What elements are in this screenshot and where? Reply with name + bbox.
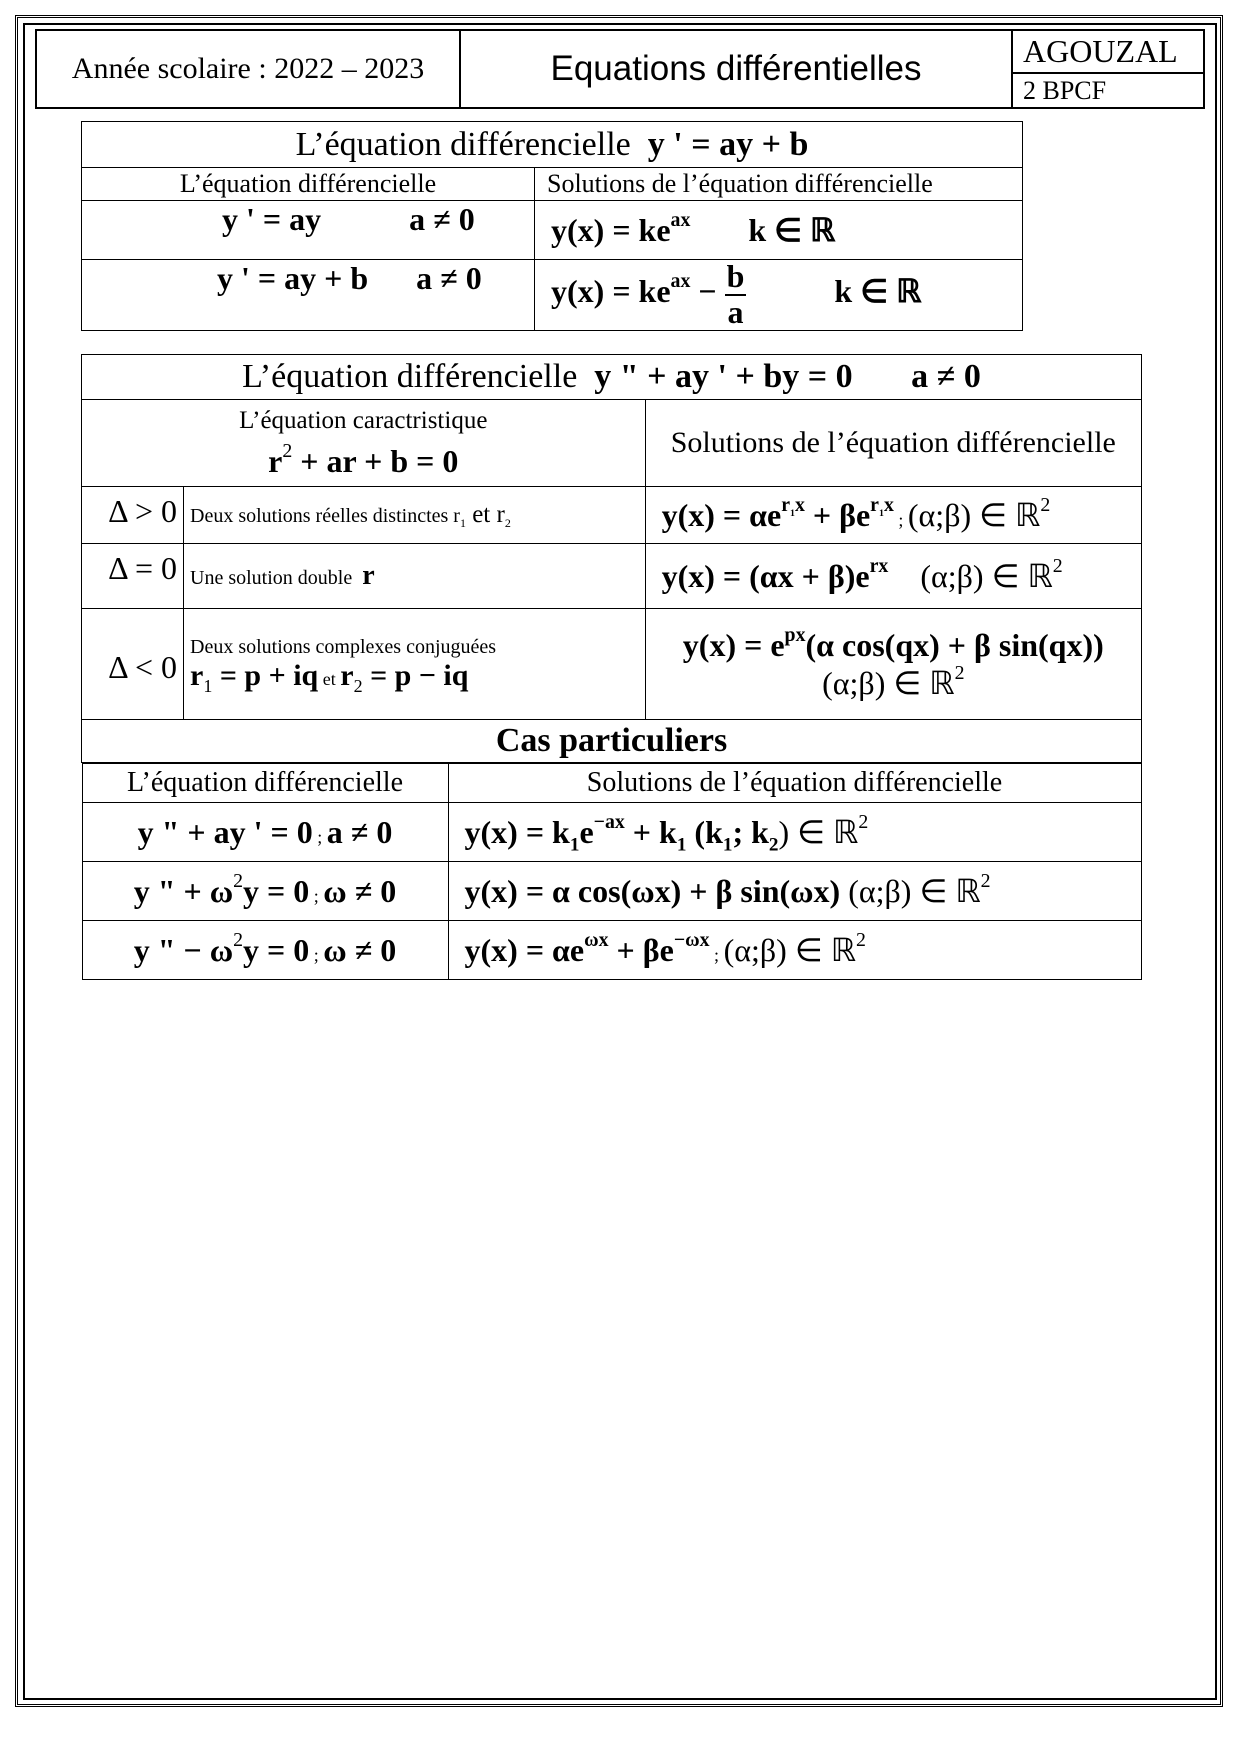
first-order-table [81,121,1023,331]
solution-mid: + βe [804,497,871,533]
table-row [82,921,1141,980]
solution: y(x) = αe [661,497,782,533]
solution-mid: + βe [608,932,674,968]
case-solution [645,487,1141,544]
case-description [184,544,646,609]
delta-condition: Δ > 0 [82,487,184,544]
exponent: ax [670,270,691,293]
column-header-equation: L’équation différencielle [82,764,448,803]
fraction [725,260,747,329]
characteristic-label: L’équation caractristique [239,406,488,434]
equation: y ' = ay [222,201,322,237]
equation: y ' = ay + b [217,260,369,296]
constant: + k [624,814,677,850]
table-row [82,201,1023,260]
author-name: AGOUZAL [1012,30,1204,73]
solution-cell [448,921,1141,980]
complex-roots [190,658,639,696]
particular-cases-table [82,763,1142,980]
column-header-solutions: Solutions de l’équation différencielle [535,168,1023,201]
separator: ; [709,945,724,965]
document-title: Equations différentielles [460,30,1012,108]
characteristic-equation [88,439,639,480]
document-header [35,29,1205,109]
solutions-header: Solutions de l’équation différencielle [645,400,1141,487]
minus-sign: − [690,273,725,310]
solution-cell [448,803,1141,862]
table-caption [82,355,1142,400]
equation-cell [82,260,535,331]
exponent: px [784,623,806,646]
caption-text: L’équation différencielle [242,358,578,395]
et: et [318,668,341,689]
separator: ; [309,885,324,906]
domain: k ∈ ℝ [834,273,922,310]
exponent: ωx [584,929,609,952]
solution: y(x) = (αx + β)e [661,558,870,594]
second-order-table [81,354,1142,980]
separator: ; [893,510,908,530]
equation-rest: y = 0 [243,872,310,909]
equation: y " + ω [133,872,234,909]
exponent-x: x [883,494,894,517]
double-root: r [362,560,375,591]
solution-cell [535,201,1023,260]
table-row [82,803,1141,862]
subscript: 1 [459,516,466,530]
equation-cell [82,201,535,260]
case-description [184,487,646,544]
domain: (α;β) ∈ ℝ [920,558,1053,594]
exponent: 2 [1040,494,1051,517]
solution-cell [535,260,1023,331]
school-year: Année scolaire : 2022 – 2023 [36,30,460,108]
separator: ; [312,826,327,847]
delta-condition: Δ < 0 [82,609,184,720]
equation-cell [82,803,448,862]
exponent: r [870,494,879,517]
column-header-solutions: Solutions de l’équation différencielle [448,764,1141,803]
solution: y(x) = e [682,626,785,663]
table-caption [82,122,1023,168]
domain-end: ) ∈ ℝ [778,814,859,850]
subscript: 1 [722,834,733,856]
class-label: 2 BPCF [1012,73,1204,108]
table-row [82,862,1141,921]
equation: y " + ay ' = 0 [137,813,313,850]
condition: ω ≠ 0 [323,872,397,909]
r: r [268,442,283,479]
delta-condition: Δ = 0 [82,544,184,609]
domain: (α;β) ∈ ℝ [822,664,955,701]
condition: a ≠ 0 [409,201,475,237]
caption-condition: a ≠ 0 [911,358,981,395]
characteristic-equation-cell [82,400,646,487]
domain: k ∈ ℝ [748,212,836,248]
subscript: 2 [353,675,363,696]
condition: a ≠ 0 [416,260,482,296]
equation: y " − ω [133,931,234,968]
r1-value: = p + iq [212,658,319,692]
subscript: 1 [790,508,795,520]
case-description [184,609,646,720]
column-header-equation: L’équation différencielle [82,168,535,201]
solution: y(x) = k [464,814,570,850]
case-solution [645,544,1141,609]
equation-rest: y = 0 [243,931,310,968]
caption-equation: y " + ay ' + by = 0 [594,358,853,395]
caption-equation: y ' = ay + b [647,125,809,163]
solution-cell [448,862,1141,921]
exponent: −ωx [673,929,710,952]
exponent: 2 [858,811,869,834]
numerator: b [726,258,745,295]
separator: ; [309,944,324,965]
particular-cases-title: Cas particuliers [82,720,1142,763]
domain: (k [686,814,723,850]
exponent: rx [869,555,889,578]
exponent: 2 [282,439,293,462]
solution-tail: (α cos(qx) + β sin(qx)) [805,626,1104,663]
exponent: −ax [593,811,625,834]
exponent-x: x [794,494,805,517]
description: Une solution double [190,567,353,589]
equation-rest: + ar + b = 0 [292,442,459,479]
solution: y(x) = αe [464,932,585,968]
case-solution [645,609,1141,720]
e: e [579,814,594,850]
subscript: 2 [768,834,779,856]
table-row [82,609,1142,720]
table-row [82,260,1023,331]
equation-cell [82,921,448,980]
description-mid: et r [465,501,505,528]
condition: ω ≠ 0 [323,931,397,968]
subscript: 2 [504,516,511,530]
subscript: 1 [878,508,884,520]
r2: r [340,658,354,692]
r1: r [190,658,204,692]
exponent: 2 [856,929,866,952]
exponent: 2 [233,869,244,892]
solution: y(x) = ke [551,273,671,310]
table-row [82,487,1142,544]
exponent: r [781,494,790,517]
domain: (α;β) ∈ ℝ [723,932,857,968]
equation-cell [82,862,448,921]
r2-value: = p − iq [362,658,469,692]
subscript: 1 [569,834,580,856]
subscript: 1 [676,834,687,856]
domain-mid: ; k [732,814,769,850]
exponent: 2 [233,928,244,951]
condition: a ≠ 0 [326,813,393,850]
domain: (α;β) ∈ ℝ [840,873,981,909]
solution: y(x) = α cos(ωx) + β sin(ωx) [464,873,841,909]
exponent: ax [670,209,691,232]
solution: y(x) = ke [551,212,671,248]
denominator: a [727,294,744,330]
description: Deux solutions complexes conjuguées [190,635,497,658]
exponent: 2 [954,661,965,684]
table-row [82,544,1142,609]
exponent: 2 [1052,555,1063,578]
subscript: 1 [203,675,213,696]
domain: (α;β) ∈ ℝ [907,497,1041,533]
description: Deux solutions réelles distinctes r [190,505,460,527]
caption-text: L’équation différencielle [295,125,631,163]
exponent: 2 [980,870,991,893]
